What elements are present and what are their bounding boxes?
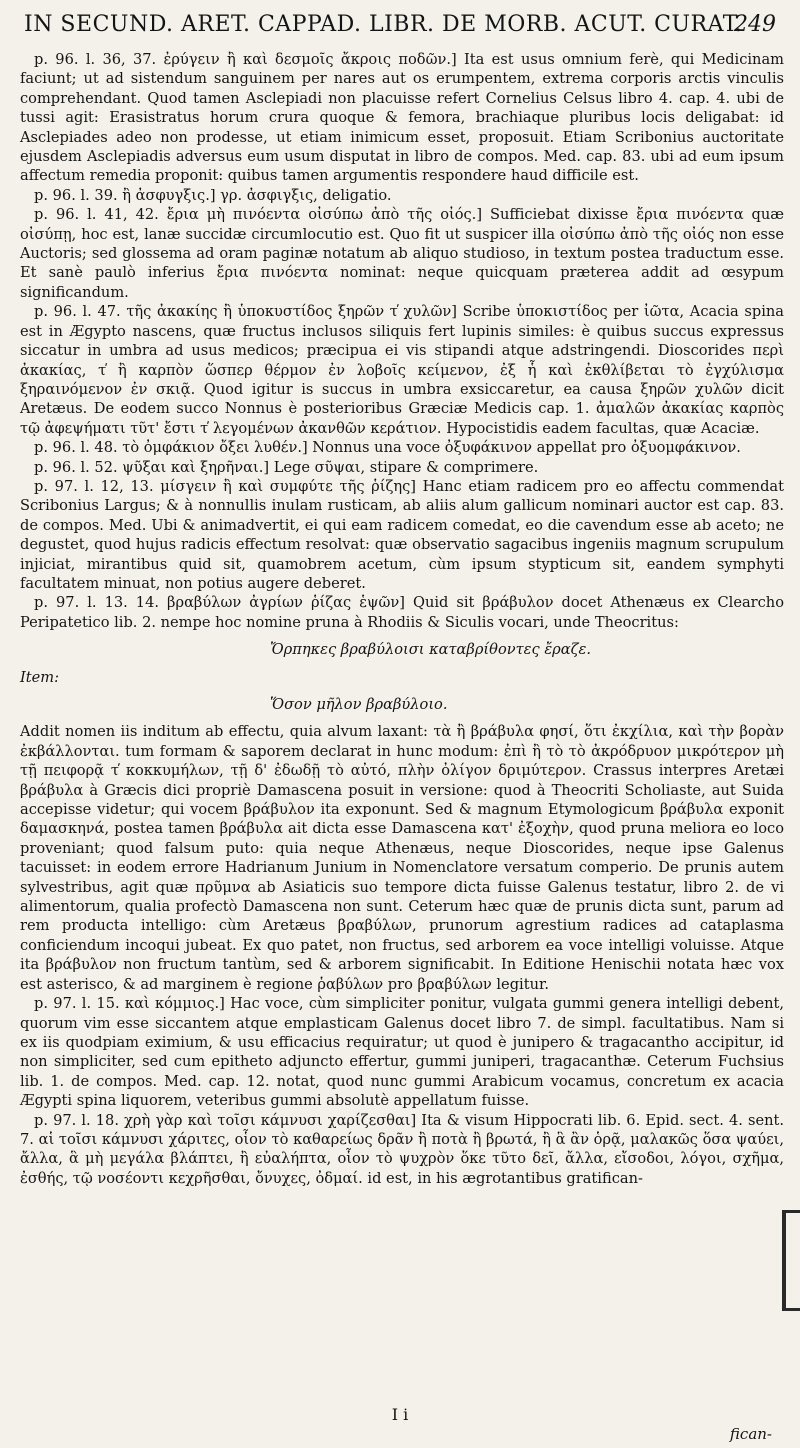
item-label: Item: bbox=[20, 668, 60, 686]
margin-bracket-mark bbox=[782, 1210, 800, 1311]
catchword: fican- bbox=[729, 1425, 772, 1443]
commentary-entry: p. 96. l. 36, 37. ἐρύγειν ἢ καὶ δεσμοῖς ἄκροις ποδῶν.] Ita est usus omnium ferè, qui Medicinam faciunt; ut ad sistendum sanguinem per nares aut os erumpentem, extrema corporis arctis vinculis comprehendant. Quod tamen Asclepiadi non placuisse refert Cornelius Celsus libro 4. cap. 4. ubi de tussi agit: Erasistratus horum crura quoque & femora, brachiaque pluribus locis deligabat: id Asclepiades adeo non prodesse, ut etiam inimicum esset, proposuit. Etiam Scribonius auctoritate ejusdem Asclepiadis adversus eum usum disputat in libro de compos. Med. cap. 83. ubi ad eum ipsum affectum remedia proponit: quibus tamen argumentis respondere haud difficile est. bbox=[20, 51, 784, 185]
commentary-entry: p. 96. l. 41, 42. ἔρια μὴ πινόεντα οἰσύπω ἀπὸ τῆς οἰός.] Sufficiebat dixisse ἔρια πινόεντα quæ οἰσύπῃ, hoc est, lanæ succidæ circumlocutio est. Quo fit ut suspicer illa οἰσύπω ἀπὸ τῆς οἰός non esse Auctoris; sed glossema ad oram paginæ notatum ab aliquo studioso, in textum postea traductum esse. Et sanè paulò inferius ἔρια πινόεντα nominat: neque quicquam præterea addit ad œsypum significandum. bbox=[20, 206, 784, 301]
page-header bbox=[0, 10, 800, 46]
commentary-entry: p. 97. l. 13. 14. βραβύλων ἀγρίων ῥίζας ἑψῶν] Quid sit βράβυλον docet Athenæus ex Clearcho Peripatetico lib. 2. nempe hoc nomine pruna à Rhodiis & Siculis vocari, unde Theocritus: bbox=[20, 594, 784, 631]
commentary-entry: p. 96. l. 52. ψῦξαι καὶ ξηρῆναι.] Lege σῦψαι, stipare & comprimere. bbox=[34, 458, 539, 476]
running-head: IN SECUND. ARET. CAPPAD. LIBR. DE MORB. ACUT. CURAT. bbox=[24, 12, 743, 37]
commentary-entry: p. 96. l. 48. τὸ ὀμφάκιον ὄξει λυθέν.] Nonnus una voce ὀξυφάκινον appellat pro ὀξυομφάκινον. bbox=[34, 439, 741, 457]
commentary-entry: p. 96. l. 47. τῆς ἀκακίης ἢ ὑποκυστίδος ξηρῶν τ̕ χυλῶν] Scribe ὑποκιστίδος per ἰῶτα, Acacia spina est in Ægypto nascens, quæ fructus inclusos siliquis fert lupinis similes: è quibus succus expressus siccatur in umbra ad usus medicos; præcipua ei vis stipandi atque adstringendi. Dioscorides περὶ ἀκακίας, τ̕ ἢ καρπὸν ὥσπερ θέρμον ἐν λοβοῖς κείμενον, ἐξ ἧ καὶ ἐκθλίβεται τὸ ἐγχύλισμα ξηραινόμενον ἐν σκιᾷ. Quod igitur is succus in umbra exsiccaretur, ea causa ξηρῶν χυλῶν dicit Aretæus. De eodem succo Nonnus è posterioribus Græciæ Medicis cap. 1. ἀμαλῶν ἀκακίας καρπὸς τῷ ἀφεψήματι τῦτ' ἔστι τ̕ λεγομένων ἀκανθῶν κεράτιον. Hypocistidis eadem facultas, quæ Acaciæ. bbox=[20, 303, 784, 437]
page-body bbox=[20, 50, 784, 1188]
page-number: 249 bbox=[734, 12, 776, 37]
commentary-entry: p. 97. l. 12, 13. μίσγειν ἢ καὶ συμφύτε τῆς ῥίζης] Hanc etiam radicem pro eo affectu commendat Scribonius Largus; & à nonnullis inulam rusticam, ab aliis alum gallicum nominari auctor est cap. 83. de compos. Med. Ubi & animadvertit, ei qui eam radicem comedat, eo die cavendum esse ab aceto; ne degustet, quod hujus radicis effectum resolvat: quæ observatio sagacibus ingeniis magnum scrupulum injiciat, mirantibus quid sit, quamobrem acetum, cùm ipsum stypticum sit, eandem symphyti facultatem minuat, non potius augere deberet. bbox=[20, 477, 784, 592]
greek-verse-quote: Ὅσον μῆλον βραβύλοιο. bbox=[270, 696, 448, 713]
commentary-entry: p. 97. l. 15. καὶ κόμμιος.] Hac voce, cùm simpliciter ponitur, vulgata gummi genera intelligi debent, quorum vim esse siccantem atque emplasticam Galenus docet libro 7. de simpl. facultatibus. Nam si ex iis quodpiam eximium, & usu efficacius requiratur; ut quod è junipero & tragacantho accipitur, id non simpliciter, sed cum epitheto adjuncto effertur, gummi juniperi, tragacanthæ. Ceterum Fuchsius lib. 1. de compos. Med. cap. 12. notat, quod nunc gummi Arabicum vocamus, concretum ex acacia Ægypti spina liquorem, veteribus gummi absolutè appellatum fuisse. bbox=[20, 995, 784, 1110]
greek-verse-quote: Ὄρπηκες βραβύλοισι καταβρίθοντες ἔραζε. bbox=[270, 641, 591, 659]
commentary-entry: p. 96. l. 39. ἢ ἀσφυγξις.] γρ. ἀσφιγξις, deligatio. bbox=[34, 186, 392, 204]
commentary-continuation: Addit nomen iis inditum ab effectu, quia alvum laxant: τὰ ἢ βράβυλα φησί, ὅτι ἐκχίλια, καὶ τὴν βορὰν ἐκβάλλονται. tum formam & saporem declarat in hunc modum: ἐπὶ ἢ τὸ τὸ ἀκρόδρυον μικρότερον μὴ τῇ πειφορᾷ τ̕ κοκκυμήλων, τῇ δ' ἐδωδῇ τὸ αὐτό, πλὴν ὀλίγον δριμύτερον. Crassus interpres Aretæi βράβυλα à Græcis dici propriè Damascena posuit in versione: quod à Theocriti Scholiaste, aut Suida accepisse videtur; qui vocem βράβυλον ita exponunt. Sed & magnum Etymologicum βράβυλα exponit δαμασκηνά, postea tamen βράβυλα ait dicta esse Damascena κατ' ἐξοχὴν, quod pruna meliora eo loco proveniant; quod falsum puto: quia neque Athenæus, neque Dioscorides, neque ipse Galenus tacuisset: in eodem errore Hadrianum Junium in Nomenclatore versatum comperio. De prunis autem sylvestribus, agit quæ πρῦμνα ab Asiaticis suo tempore dicta fuisse Galenus testatur, libro 2. de vi alimentorum, qualia profectò Damascena non sunt. Ceterum hæc quæ de prunis dicta sunt, parum ad rem producta intelligo: cùm Aretæus βραβύλων, prunorum agrestium radices ad cataplasma conficiendum incoqui jubeat. Ex quo patet, non fructus, sed arborem ea voce intelligi voluisse. Atque ita βράβυλον non fructum tantùm, sed & arborem significabit. In Editione Henischii notata hæc vox est asterisco, & ad marginem è regione ῥαβύλων pro βραβύλων legitur. bbox=[20, 723, 784, 993]
commentary-entry: p. 97. l. 18. χρὴ γὰρ καὶ τοῖσι κάμνυσι χαρίζεσθαι] Ita & visum Hippocrati lib. 6. Epid. sect. 4. sent. 7. αἱ τοῖσι κάμνυσι χάριτες, οἷον τὸ καθαρείως δρᾶν ἢ ποτὰ ἢ βρωτά, ἢ ἃ ἂν ὁρᾷ, μαλακῶς ὅσα ψαύει, ἄλλα, ἃ μὴ μεγάλα βλάπτει, ἢ εὐαλήπτα, οἷον τὸ ψυχρὸν ὅκε τῦτο δεῖ, ἄλλα, εἴσοδοι, λόγοι, σχῆμα, ἐσθής, τῷ νοσέοντι κεχρῆσθαι, ὄνυχες, ὀδμαί. id est, in his ægrotantibus gratifican- bbox=[20, 1111, 784, 1187]
signature-mark: I i bbox=[391, 1405, 409, 1424]
